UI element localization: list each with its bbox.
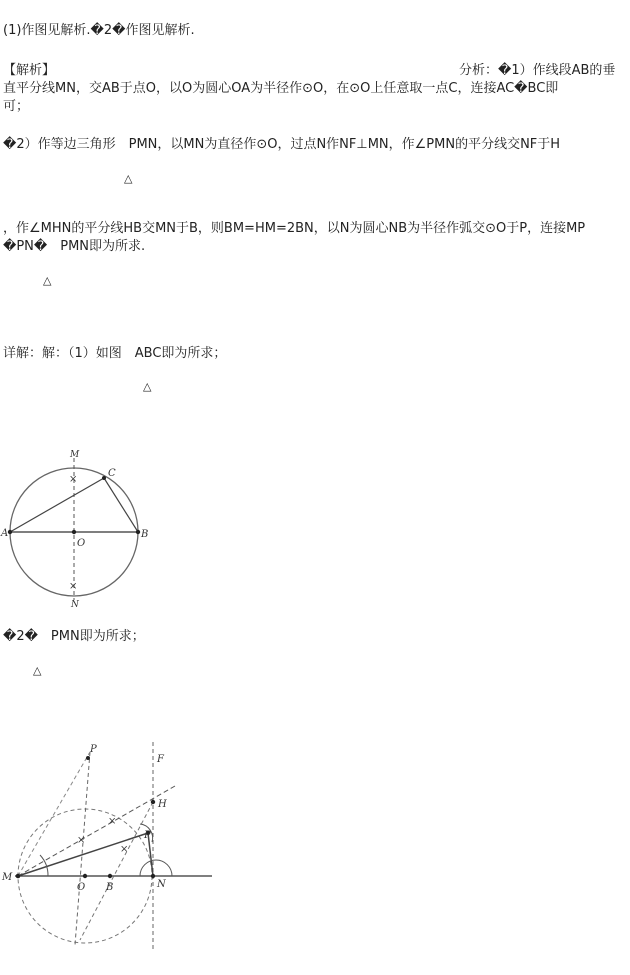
triangle-symbol: △ [43,274,52,287]
arc-mark: × [69,581,78,592]
dashed-line-p-b [75,752,90,945]
analysis-label: 分析：�1）作线段AB的垂 [459,63,616,78]
point-c [102,476,106,480]
label-p-top: P [90,744,97,755]
point-b [136,530,140,534]
label-n: N [71,600,79,610]
label-a: A [1,528,9,539]
label-b: B [141,529,149,540]
arc-mark: × [77,835,86,846]
triangle-symbol: △ [143,380,152,393]
label-o: O [77,882,86,893]
label-m: M [70,450,80,460]
point-b [108,874,112,878]
bisector-hb [80,802,153,940]
segment-bc [104,478,138,532]
point-o [72,530,76,534]
label-b: B [106,882,114,893]
label-f: F [157,754,164,765]
solution-intro: 详解：解：（1）如图 ABC即为所求； [3,346,227,361]
arc-mark: × [69,474,78,485]
angle-arc-m [40,855,48,876]
answer-line: (1)作图见解析.�2�作图见解析. [3,23,195,38]
point-n [151,874,155,878]
point-o [83,874,87,878]
triangle-symbol: △ [33,664,42,677]
analysis-line-1b: 直平分线MN，交AB于点O，以O为圆心OA为半径作⊙O，在⊙O上任意取一点C，连接AC�BC即 [3,81,559,96]
figure-2-equilateral-construction [0,730,225,960]
point-m [16,874,21,879]
triangle-symbol: △ [124,172,133,185]
dashed-line-m-top [18,752,90,876]
figure-1-circle-construction [0,440,160,615]
analysis-line-3: ，作∠MHN的平分线HB交MN于B，则BM=HM=2BN，以N为圆心NB为半径作弧交⊙O于P，连接MP [3,221,586,236]
point-p-top [86,756,90,760]
point-a [8,530,12,534]
arc-at-n [140,860,172,876]
segment-ac [10,478,104,532]
analysis-line-3b: �PN� PMN即为所求. [3,239,146,254]
label-n: N [157,879,166,890]
label-p: P [144,830,151,841]
arc-mark: × [120,844,129,855]
label-o: O [77,538,86,549]
analysis-line-2: �2）作等边三角形 PMN，以MN为直径作⊙O，过点N作NF⊥MN，作∠PMN的平分线交NF于H [3,137,561,152]
label-m: M [2,872,13,883]
analysis-tag: 【解析】 [3,63,56,78]
arc-mark: × [108,816,117,827]
label-c: C [108,468,116,479]
label-h: H [158,799,167,810]
solution-part2: �2� PMN即为所求； [3,629,145,644]
point-h [151,800,155,804]
analysis-line-1c: 可； [3,99,30,114]
